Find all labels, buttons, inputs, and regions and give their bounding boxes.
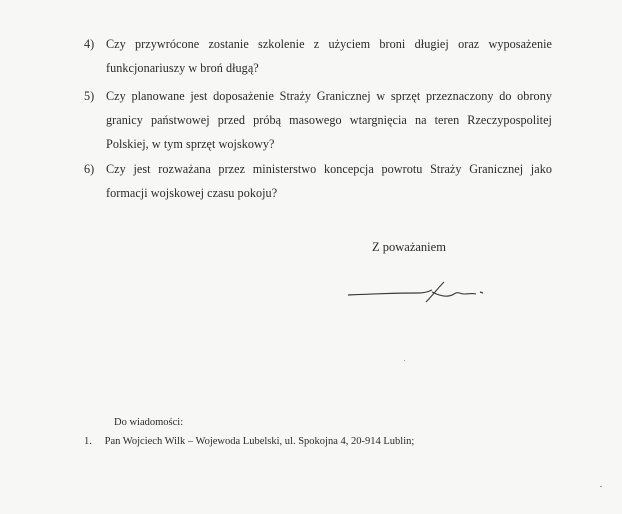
- handwritten-signature: [340, 278, 490, 308]
- question-5: [84, 84, 552, 156]
- cc-heading: Do wiadomości:: [114, 417, 184, 428]
- closing-salutation: Z poważaniem: [372, 240, 446, 254]
- question-number: 4): [84, 37, 95, 51]
- cc-item-text: Pan Wojciech Wilk – Wojewoda Lubelski, ul. Spokojna 4, 20-914 Lublin;: [104, 436, 415, 447]
- question-number: 6): [84, 162, 95, 176]
- question-number: 5): [84, 89, 95, 103]
- question-text: Czy przywrócone zostanie szkolenie z użyciem broni długiej oraz wyposażenie funkcjonariuszy w broń długą?: [106, 37, 552, 75]
- question-4: [84, 32, 552, 80]
- scan-speck: [404, 360, 405, 361]
- cc-list-item: [84, 436, 414, 447]
- cc-item-number: 1.: [84, 436, 92, 447]
- question-text: Czy planowane jest doposażenie Straży Granicznej w sprzęt przeznaczony do obrony granicy państwowej przed próbą masowego wtargnięcia na teren Rzeczypospolitej Polskiej, w tym sprzęt wojskowy?: [106, 89, 552, 151]
- scan-speck: [600, 486, 602, 487]
- question-6: [84, 157, 552, 205]
- question-text: Czy jest rozważana przez ministerstwo koncepcja powrotu Straży Granicznej jako formacji wojskowej czasu pokoju?: [106, 162, 552, 200]
